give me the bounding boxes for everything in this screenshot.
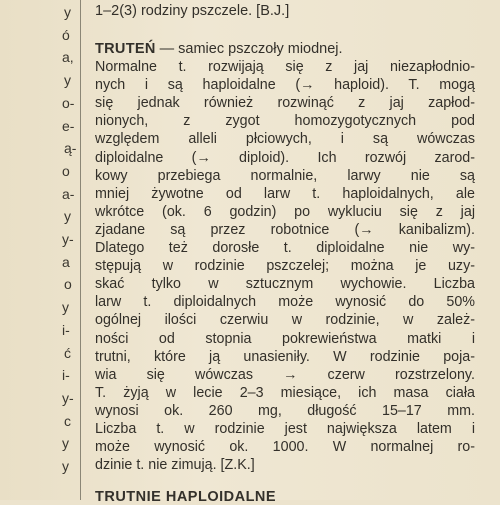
gutter-fragment: ó [62, 26, 70, 43]
gutter-fragment: y [64, 208, 71, 225]
gutter-fragment: a- [62, 185, 75, 202]
gutter-fragment: ć [64, 344, 71, 361]
entry-line: nych i są haploidalne (→ haploid). T. mogą [95, 77, 475, 94]
entry-line: ogólnej ilości czerwiu w rodzinie, w zależ- [95, 312, 475, 329]
gutter-fragment: o [62, 162, 70, 179]
entry-line: larw t. diploidalnych może wynosić do 50% [95, 294, 475, 311]
entry-line: Normalne t. rozwijają się z jaj niezapłodnio- [95, 59, 475, 75]
entry-line: mniej żywotne od larw t. haploidalnych, ale [95, 185, 475, 202]
gutter-fragment: y [62, 299, 69, 316]
gutter-fragment: o- [62, 94, 75, 111]
previous-column-fragments [0, 0, 78, 500]
entry-line: Dlatego też dorosłe t. diploidalne nie wy- [95, 240, 475, 256]
entry-line: wia się wówczas → czerw rozstrzelony. [95, 366, 475, 383]
gutter-fragment: i- [62, 321, 70, 338]
entry-line: stępują w rodzinie pszczelej; można je uzy- [95, 258, 475, 275]
entry-line: może wynosić ok. 1000. W normalnej ro- [95, 439, 475, 456]
main-column [95, 0, 485, 500]
gutter-fragment: y [62, 435, 69, 452]
gutter-fragment: o [64, 276, 72, 293]
entry-line: wkrótce (ok. 6 godzin) po wykluciu się z jaj [95, 203, 475, 220]
entry-line: Liczba t. w rodzinie jest największa latem i [95, 421, 475, 437]
entry-definition-start: — samiec pszczoły miodnej. [155, 41, 343, 57]
gutter-fragment: e- [62, 117, 75, 134]
gutter-fragment: y [64, 4, 71, 20]
next-entry-headword: TRUTNIE HAPLOIDALNE [95, 489, 277, 505]
column-rule [80, 0, 81, 500]
previous-entry-last-line: 1–2(3) rodziny pszczele. [B.J.] [95, 3, 290, 19]
entry-line: diploidalne (→ diploid). Ich rozwój zarod- [95, 149, 475, 166]
entry-line: kowy przebiega normalnie, larwy nie są [95, 167, 475, 184]
entry-headword: TRUTEŃ [95, 41, 156, 57]
gutter-fragment: i- [62, 367, 70, 384]
gutter-fragment: y- [62, 389, 74, 406]
gutter-fragment: ą- [64, 140, 77, 157]
gutter-fragment: y- [62, 231, 74, 247]
entry-line: skać tylko w sztucznym wychowie. Liczba [95, 276, 475, 293]
gutter-fragment: y [62, 458, 69, 474]
entry-line: T. żyją w lecie 2–3 miesiące, ich masa ciała [95, 384, 475, 401]
entry-first-line [95, 40, 475, 58]
entry-line: się jednak również rozwinąć z jaj zapłod- [95, 95, 475, 112]
gutter-fragment: y [64, 72, 71, 89]
entry-line: ności od stopnia pokrewieństwa matki i [95, 330, 475, 347]
entry-line: wynosi ok. 260 mg, długość 15–17 mm. [95, 402, 475, 419]
gutter-fragment: c [64, 412, 71, 429]
gutter-fragment: a, [62, 49, 74, 66]
gutter-fragment: a [62, 253, 70, 270]
entry-line: dzinie t. nie zimują. [Z.K.] [95, 457, 255, 474]
entry-line: nionych, z zygot homozygotycznych pod [95, 113, 475, 130]
entry-line: względem alleli płciowych, i są wówczas [95, 131, 475, 148]
entry-line: trutni, które ją unasieniły. W rodzinie poja- [95, 348, 475, 365]
entry-line: zjadane są przez robotnice (→ kanibalizm). [95, 221, 475, 238]
